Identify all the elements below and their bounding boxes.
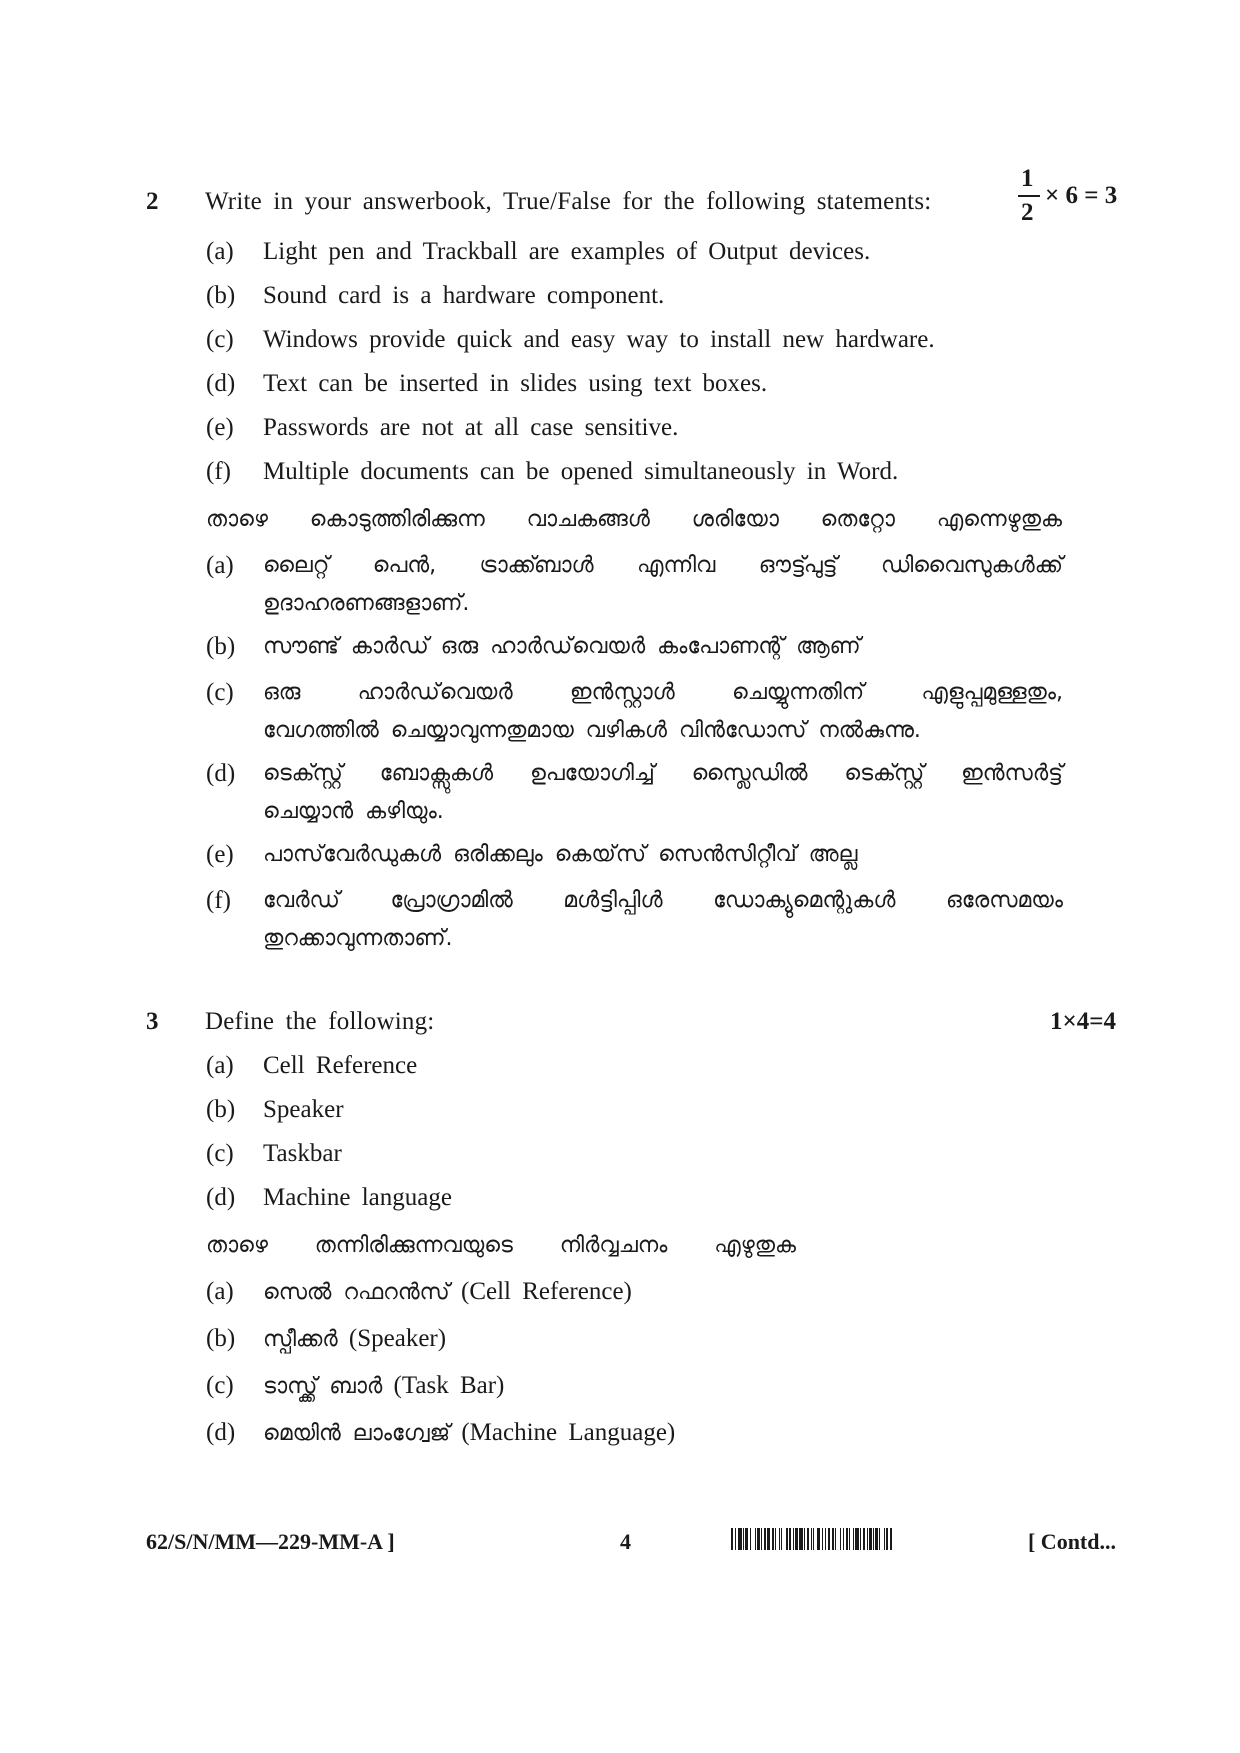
- item-text: [263, 1278, 1063, 1306]
- question-3-text: Define the following:: [205, 1008, 435, 1035]
- item-ml-text: ടാസ്ക്ക് ബാർ: [263, 1374, 383, 1399]
- item-label: (b): [206, 282, 236, 309]
- item-label: (e): [206, 414, 234, 441]
- item-label: (c): [206, 1372, 234, 1399]
- item-line-2: തുറക്കാവുന്നതാണ്.: [263, 926, 453, 951]
- item-line-1: പാസ്‌വേർഡുകൾ ഒരിക്കലും കെയ്‌സ് സെൻസിറ്റീവ് അല്ല: [263, 842, 858, 867]
- barcode-stripe: [892, 1528, 893, 1550]
- item-text: Cell Reference: [263, 1052, 418, 1079]
- item-en-text: (Cell Reference): [461, 1278, 632, 1305]
- marks-fraction-denominator: 2: [1021, 199, 1034, 226]
- item-text: [263, 836, 1063, 874]
- item-text: Taskbar: [263, 1140, 342, 1167]
- barcode-image: [731, 1528, 986, 1550]
- item-line-1: സൗണ്ട് കാർഡ് ഒരു ഹാർഡ്‌വെയർ കംപോണന്റ് ആണ്: [263, 634, 861, 659]
- item-text: [263, 547, 1063, 623]
- item-text: [263, 1325, 1063, 1353]
- item-text: [263, 1419, 1063, 1447]
- item-label: (a): [206, 1278, 234, 1305]
- item-label: (a): [206, 1052, 234, 1079]
- item-label: (d): [206, 760, 236, 787]
- item-label: (d): [206, 370, 236, 397]
- item-text: [263, 674, 1063, 750]
- q2-malayalam-instruction: താഴെ കൊടുത്തിരിക്കുന്ന വാചകങ്ങൾ ശരിയോ തെറ്റോ എന്നെഴുതുക: [206, 507, 1062, 532]
- item-en-text: (Task Bar): [393, 1372, 505, 1399]
- item-line-1: ഒരു ഹാർഡ്‌വെയർ ഇൻസ്റ്റാൾ ചെയ്യുന്നതിന് എളുപ്പമുള്ളതും,: [263, 680, 1063, 705]
- item-label: (d): [206, 1184, 236, 1211]
- item-text: Light pen and Trackball are examples of Output devices.: [263, 238, 871, 265]
- item-text: [263, 755, 1063, 831]
- item-line-2: വേഗത്തിൽ ചെയ്യാവുന്നതുമായ വഴികൾ വിൻഡോസ് നൽകുന്നു.: [263, 718, 921, 743]
- question-3-marks: 1×4=4: [1050, 1008, 1116, 1035]
- item-line-1: വേർഡ് പ്രോഗ്രാമിൽ മൾട്ടിപ്പിൾ ഡോക്യുമെന്റുകൾ ഒരേസമയം: [263, 888, 1063, 913]
- fraction-bar: [1018, 195, 1040, 197]
- item-line-2: ചെയ്യാൻ കഴിയും.: [263, 799, 444, 824]
- item-text: Machine language: [263, 1184, 452, 1211]
- continued-label: [ Contd...: [1027, 1529, 1116, 1554]
- item-label: (e): [206, 841, 234, 868]
- item-ml-text: മെയിൻ ലാംഗ്വേജ്: [263, 1421, 451, 1446]
- item-text: Windows provide quick and easy way to install new hardware.: [263, 326, 935, 353]
- item-label: (a): [206, 552, 234, 579]
- item-text: Passwords are not at all case sensitive.: [263, 414, 679, 441]
- question-3-number: 3: [146, 1008, 159, 1035]
- item-line-2: ഉദാഹരണങ്ങളാണ്.: [263, 591, 470, 616]
- item-label: (a): [206, 238, 234, 265]
- item-text: Sound card is a hardware component.: [263, 282, 665, 309]
- page-number: 4: [620, 1529, 631, 1554]
- item-label: (c): [206, 326, 234, 353]
- item-text: [263, 1372, 1063, 1400]
- item-label: (f): [206, 887, 231, 914]
- item-label: (b): [206, 1325, 236, 1352]
- item-label: (c): [206, 1140, 234, 1167]
- item-text: Text can be inserted in slides using text boxes.: [263, 370, 768, 397]
- item-text: Speaker: [263, 1096, 344, 1123]
- marks-multiplier: × 6 = 3: [1045, 182, 1118, 209]
- item-ml-text: സെൽ റഫറൻസ്: [263, 1280, 450, 1305]
- item-ml-text: സ്പീക്കർ: [263, 1327, 338, 1352]
- item-label: (b): [206, 1096, 236, 1123]
- q3-malayalam-instruction: താഴെ തന്നിരിക്കുന്നവയുടെ നിർവ്വചനം എഴുതുക: [206, 1233, 796, 1258]
- paper-code: 62/S/N/MM—229-MM-A ]: [146, 1529, 395, 1554]
- question-2-text: Write in your answerbook, True/False for the following statements:: [205, 188, 932, 215]
- item-text: Multiple documents can be opened simultaneously in Word.: [263, 458, 899, 485]
- item-label: (b): [206, 633, 236, 660]
- item-text: [263, 882, 1063, 958]
- item-text: [263, 628, 1063, 666]
- question-2-number: 2: [146, 188, 159, 215]
- item-label: (f): [206, 458, 231, 485]
- item-en-text: (Machine Language): [461, 1419, 676, 1446]
- item-line-1: ലൈറ്റ് പെൻ, ട്രാക്ക്ബാൾ എന്നിവ ഔട്ട്പുട്ട് ഡിവൈസുകൾക്ക്: [263, 553, 1063, 578]
- item-line-1: ടെക്സ്റ്റ് ബോക്സുകൾ ഉപയോഗിച്ച് സ്ലൈഡിൽ ടെക്സ്റ്റ് ഇൻസർട്ട്: [263, 761, 1063, 786]
- marks-fraction-numerator: 1: [1021, 165, 1034, 192]
- item-label: (d): [206, 1419, 236, 1446]
- item-label: (c): [206, 679, 234, 706]
- item-en-text: (Speaker): [348, 1325, 447, 1352]
